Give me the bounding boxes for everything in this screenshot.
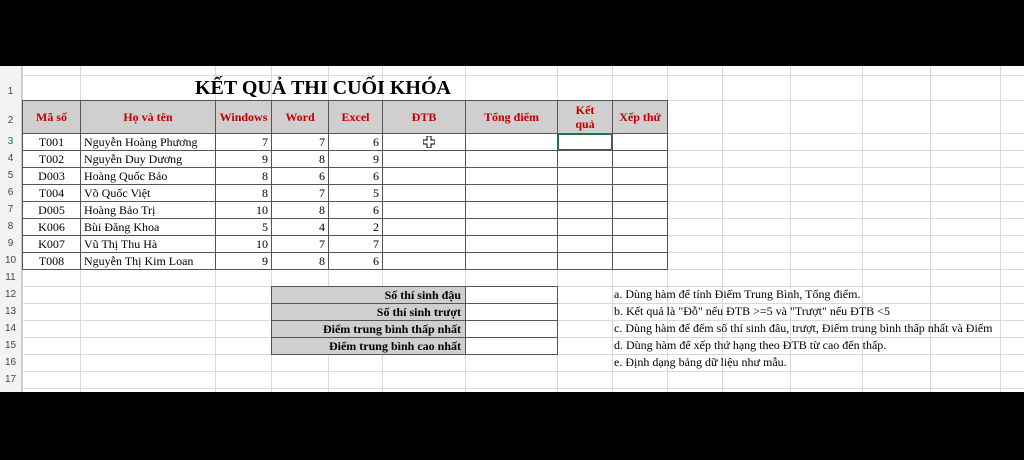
header-ho-ten[interactable]: Họ và tên	[80, 100, 216, 134]
rank-cell[interactable]	[612, 133, 668, 151]
header-tong-diem[interactable]: Tổng điểm	[465, 100, 558, 134]
row-number[interactable]: 6	[0, 184, 22, 201]
row-number[interactable]: 9	[0, 235, 22, 252]
student-id-cell[interactable]: D003	[22, 167, 81, 185]
row-number[interactable]: 8	[0, 218, 22, 235]
student-name-cell[interactable]: Bùi Đăng Khoa	[80, 218, 216, 236]
instruction-a: a. Dùng hàm để tính Điểm Trung Bình, Tổng điểm.	[614, 287, 861, 301]
windows-score-cell[interactable]: 8	[215, 167, 272, 185]
dtb-cell[interactable]	[382, 167, 466, 185]
excel-score-cell[interactable]: 6	[328, 133, 383, 151]
grid-column-line	[930, 66, 931, 392]
word-score-cell[interactable]: 7	[271, 133, 329, 151]
row-number[interactable]: 13	[0, 303, 22, 320]
windows-score-cell[interactable]: 10	[215, 201, 272, 219]
rank-cell[interactable]	[612, 252, 668, 270]
student-name-cell[interactable]: Hoàng Bảo Trị	[80, 201, 216, 219]
result-cell[interactable]	[557, 150, 613, 168]
grid-row-line	[0, 388, 1024, 389]
windows-score-cell[interactable]: 9	[215, 252, 272, 270]
student-id-cell[interactable]: T008	[22, 252, 81, 270]
row-number[interactable]: 3	[0, 133, 22, 150]
sheet-title: KẾT QUẢ THI CUỐI KHÓA	[195, 77, 451, 99]
student-id-cell[interactable]: K007	[22, 235, 81, 253]
cell-cursor-icon	[423, 136, 435, 148]
windows-score-cell[interactable]: 7	[215, 133, 272, 151]
excel-score-cell[interactable]: 6	[328, 201, 383, 219]
excel-score-cell[interactable]: 7	[328, 235, 383, 253]
student-id-cell[interactable]: T002	[22, 150, 81, 168]
row-number[interactable]: 15	[0, 337, 22, 354]
student-name-cell[interactable]: Vũ Thị Thu Hà	[80, 235, 216, 253]
total-cell[interactable]	[465, 252, 558, 270]
rank-cell[interactable]	[612, 150, 668, 168]
result-cell[interactable]	[557, 201, 613, 219]
dtb-cell[interactable]	[382, 201, 466, 219]
rank-cell[interactable]	[612, 218, 668, 236]
dtb-cell[interactable]	[382, 218, 466, 236]
result-cell[interactable]	[557, 235, 613, 253]
header-word[interactable]: Word	[271, 100, 329, 134]
total-cell[interactable]	[465, 235, 558, 253]
word-score-cell[interactable]: 8	[271, 252, 329, 270]
row-number[interactable]: 17	[0, 371, 22, 388]
rank-cell[interactable]	[612, 167, 668, 185]
dtb-cell[interactable]	[382, 150, 466, 168]
row-number[interactable]: 12	[0, 286, 22, 303]
windows-score-cell[interactable]: 8	[215, 184, 272, 202]
row-number[interactable]: 14	[0, 320, 22, 337]
word-score-cell[interactable]: 8	[271, 150, 329, 168]
total-cell[interactable]	[465, 218, 558, 236]
grid-column-line	[1000, 66, 1001, 392]
total-cell[interactable]	[465, 184, 558, 202]
header-ket-qua[interactable]: Kết quả	[557, 100, 613, 134]
header-xep-thu[interactable]: Xếp thứ	[612, 100, 668, 134]
excel-score-cell[interactable]: 5	[328, 184, 383, 202]
result-cell[interactable]	[557, 167, 613, 185]
header-ma-so[interactable]: Mã số	[22, 100, 81, 134]
summary-label-dtb-max: Điểm trung bình cao nhất	[271, 337, 466, 355]
row-number[interactable]: 10	[0, 252, 22, 269]
instruction-d: d. Dùng hàm để xếp thứ hạng theo ĐTB từ cao đến thấp.	[614, 338, 887, 352]
total-cell[interactable]	[465, 167, 558, 185]
rank-cell[interactable]	[612, 235, 668, 253]
row-number[interactable]: 11	[0, 269, 22, 286]
word-score-cell[interactable]: 6	[271, 167, 329, 185]
selected-cell[interactable]	[557, 133, 613, 151]
instruction-e: e. Định dạng bảng dữ liệu như mẫu.	[614, 355, 787, 369]
windows-score-cell[interactable]: 5	[215, 218, 272, 236]
word-score-cell[interactable]: 7	[271, 184, 329, 202]
row-number[interactable]: 5	[0, 167, 22, 184]
student-id-cell[interactable]: T004	[22, 184, 81, 202]
excel-score-cell[interactable]: 9	[328, 150, 383, 168]
summary-value-dtb-min[interactable]	[465, 320, 558, 338]
excel-score-cell[interactable]: 6	[328, 252, 383, 270]
total-cell[interactable]	[465, 150, 558, 168]
grid-row-line	[0, 371, 1024, 372]
summary-label-so-dau: Số thí sinh đậu	[271, 286, 466, 304]
windows-score-cell[interactable]: 9	[215, 150, 272, 168]
header-dtb[interactable]: ĐTB	[382, 100, 466, 134]
dtb-cell[interactable]	[382, 235, 466, 253]
excel-score-cell[interactable]: 2	[328, 218, 383, 236]
summary-label-dtb-min: Điểm trung bình thấp nhất	[271, 320, 466, 338]
summary-value-dtb-max[interactable]	[465, 337, 558, 355]
summary-value-so-truot[interactable]	[465, 303, 558, 321]
student-name-cell[interactable]: Hoàng Quốc Bảo	[80, 167, 216, 185]
total-cell[interactable]	[465, 201, 558, 219]
word-score-cell[interactable]: 7	[271, 235, 329, 253]
spreadsheet-grid[interactable]	[0, 66, 1024, 392]
windows-score-cell[interactable]: 10	[215, 235, 272, 253]
excel-score-cell[interactable]: 6	[328, 167, 383, 185]
student-name-cell[interactable]: Nguyễn Hoàng Phương	[80, 133, 216, 151]
result-cell[interactable]	[557, 218, 613, 236]
student-name-cell[interactable]: Nguyễn Thị Kim Loan	[80, 252, 216, 270]
student-id-cell[interactable]: K006	[22, 218, 81, 236]
row-number[interactable]: 7	[0, 201, 22, 218]
row-number[interactable]: 1	[0, 75, 22, 100]
summary-label-so-truot: Số thí sinh trượt	[271, 303, 466, 321]
student-id-cell[interactable]: T001	[22, 133, 81, 151]
row-number[interactable]: 4	[0, 150, 22, 167]
result-cell[interactable]	[557, 184, 613, 202]
word-score-cell[interactable]: 4	[271, 218, 329, 236]
student-id-cell[interactable]: D005	[22, 201, 81, 219]
total-cell[interactable]	[465, 133, 558, 151]
student-name-cell[interactable]: Võ Quốc Việt	[80, 184, 216, 202]
grid-row-line	[0, 75, 1024, 76]
row-number[interactable]: 2	[0, 100, 22, 133]
header-excel[interactable]: Excel	[328, 100, 383, 134]
word-score-cell[interactable]: 8	[271, 201, 329, 219]
row-number[interactable]: 16	[0, 354, 22, 371]
student-name-cell[interactable]: Nguyễn Duy Dương	[80, 150, 216, 168]
dtb-cell[interactable]	[382, 184, 466, 202]
rank-cell[interactable]	[612, 201, 668, 219]
instruction-c: c. Dùng hàm để đếm số thí sinh đâu, trượt, Điểm trung bình thấp nhất và Điểm	[614, 321, 993, 335]
header-windows[interactable]: Windows	[215, 100, 272, 134]
rank-cell[interactable]	[612, 184, 668, 202]
summary-value-so-dau[interactable]	[465, 286, 558, 304]
instruction-b: b. Kết quả là "Đỗ" nếu ĐTB >=5 và "Trượt" nếu ĐTB <5	[614, 304, 890, 318]
result-cell[interactable]	[557, 252, 613, 270]
dtb-cell[interactable]	[382, 252, 466, 270]
